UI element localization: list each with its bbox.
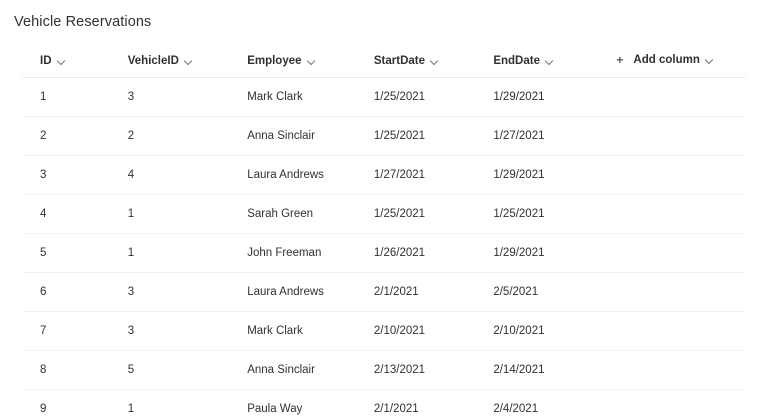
table-row[interactable]	[22, 78, 746, 117]
cell-empty	[608, 312, 746, 351]
cell-empty	[608, 117, 746, 156]
cell-vehicleid: 3	[120, 312, 239, 351]
cell-empty	[608, 78, 746, 117]
chevron-down-icon[interactable]	[431, 57, 439, 65]
cell-vehicleid: 2	[120, 117, 239, 156]
column-header-id[interactable]	[22, 48, 120, 78]
cell-enddate: 2/14/2021	[485, 351, 608, 390]
cell-empty	[608, 351, 746, 390]
column-header-vehicleid[interactable]	[120, 48, 239, 78]
cell-employee: John Freeman	[239, 234, 366, 273]
cell-id: 4	[22, 195, 120, 234]
cell-employee: Mark Clark	[239, 312, 366, 351]
column-header-startdate-label: StartDate	[373, 55, 426, 67]
cell-id: 1	[22, 78, 120, 117]
table-row[interactable]	[22, 234, 746, 273]
cell-startdate: 2/13/2021	[366, 351, 485, 390]
table-row[interactable]	[22, 156, 746, 195]
table-row[interactable]	[22, 273, 746, 312]
chevron-down-icon[interactable]	[185, 57, 193, 65]
cell-empty	[608, 195, 746, 234]
plus-icon: +	[616, 53, 624, 67]
cell-employee: Laura Andrews	[239, 273, 366, 312]
cell-empty	[608, 234, 746, 273]
column-header-startdate[interactable]	[366, 48, 485, 78]
cell-employee: Sarah Green	[239, 195, 366, 234]
add-column-button[interactable]	[608, 48, 746, 78]
cell-startdate: 1/26/2021	[366, 234, 485, 273]
table-header-row	[22, 48, 746, 78]
table-row[interactable]	[22, 390, 746, 416]
reservations-table	[22, 48, 746, 416]
cell-startdate: 1/27/2021	[366, 156, 485, 195]
cell-employee: Laura Andrews	[239, 156, 366, 195]
table-row[interactable]	[22, 312, 746, 351]
cell-vehicleid: 3	[120, 273, 239, 312]
cell-empty	[608, 273, 746, 312]
cell-startdate: 1/25/2021	[366, 78, 485, 117]
cell-enddate: 1/29/2021	[485, 234, 608, 273]
add-column-label: Add column	[633, 54, 700, 66]
cell-id: 8	[22, 351, 120, 390]
cell-id: 5	[22, 234, 120, 273]
cell-startdate: 1/25/2021	[366, 195, 485, 234]
cell-enddate: 1/25/2021	[485, 195, 608, 234]
cell-empty	[608, 156, 746, 195]
table-body	[22, 78, 746, 416]
cell-employee: Paula Way	[239, 390, 366, 416]
table-row[interactable]	[22, 351, 746, 390]
cell-employee: Anna Sinclair	[239, 351, 366, 390]
cell-employee: Mark Clark	[239, 78, 366, 117]
table-row[interactable]	[22, 195, 746, 234]
column-header-employee-label: Employee	[247, 55, 302, 67]
cell-enddate: 1/29/2021	[485, 78, 608, 117]
cell-startdate: 2/1/2021	[366, 273, 485, 312]
cell-id: 2	[22, 117, 120, 156]
cell-enddate: 2/5/2021	[485, 273, 608, 312]
cell-vehicleid: 3	[120, 78, 239, 117]
table-header	[22, 48, 746, 78]
cell-enddate: 2/4/2021	[485, 390, 608, 416]
chevron-down-icon[interactable]	[706, 56, 714, 64]
page-title: Vehicle Reservations	[14, 14, 152, 30]
column-header-enddate-label: EndDate	[493, 55, 540, 67]
chevron-down-icon[interactable]	[58, 57, 66, 65]
cell-startdate: 2/10/2021	[366, 312, 485, 351]
cell-id: 3	[22, 156, 120, 195]
column-header-employee[interactable]	[239, 48, 366, 78]
column-header-vehicleid-label: VehicleID	[127, 55, 179, 67]
cell-enddate: 1/29/2021	[485, 156, 608, 195]
cell-vehicleid: 1	[120, 195, 239, 234]
column-header-id-label: ID	[40, 55, 52, 67]
cell-empty	[608, 390, 746, 416]
table-row[interactable]	[22, 117, 746, 156]
data-grid	[22, 48, 746, 416]
column-header-enddate[interactable]	[485, 48, 608, 78]
chevron-down-icon[interactable]	[308, 57, 316, 65]
cell-id: 6	[22, 273, 120, 312]
cell-vehicleid: 4	[120, 156, 239, 195]
cell-vehicleid: 5	[120, 351, 239, 390]
cell-startdate: 1/25/2021	[366, 117, 485, 156]
chevron-down-icon[interactable]	[546, 57, 554, 65]
cell-enddate: 2/10/2021	[485, 312, 608, 351]
cell-employee: Anna Sinclair	[239, 117, 366, 156]
cell-enddate: 1/27/2021	[485, 117, 608, 156]
cell-startdate: 2/1/2021	[366, 390, 485, 416]
cell-id: 9	[22, 390, 120, 416]
cell-id: 7	[22, 312, 120, 351]
cell-vehicleid: 1	[120, 234, 239, 273]
cell-vehicleid: 1	[120, 390, 239, 416]
